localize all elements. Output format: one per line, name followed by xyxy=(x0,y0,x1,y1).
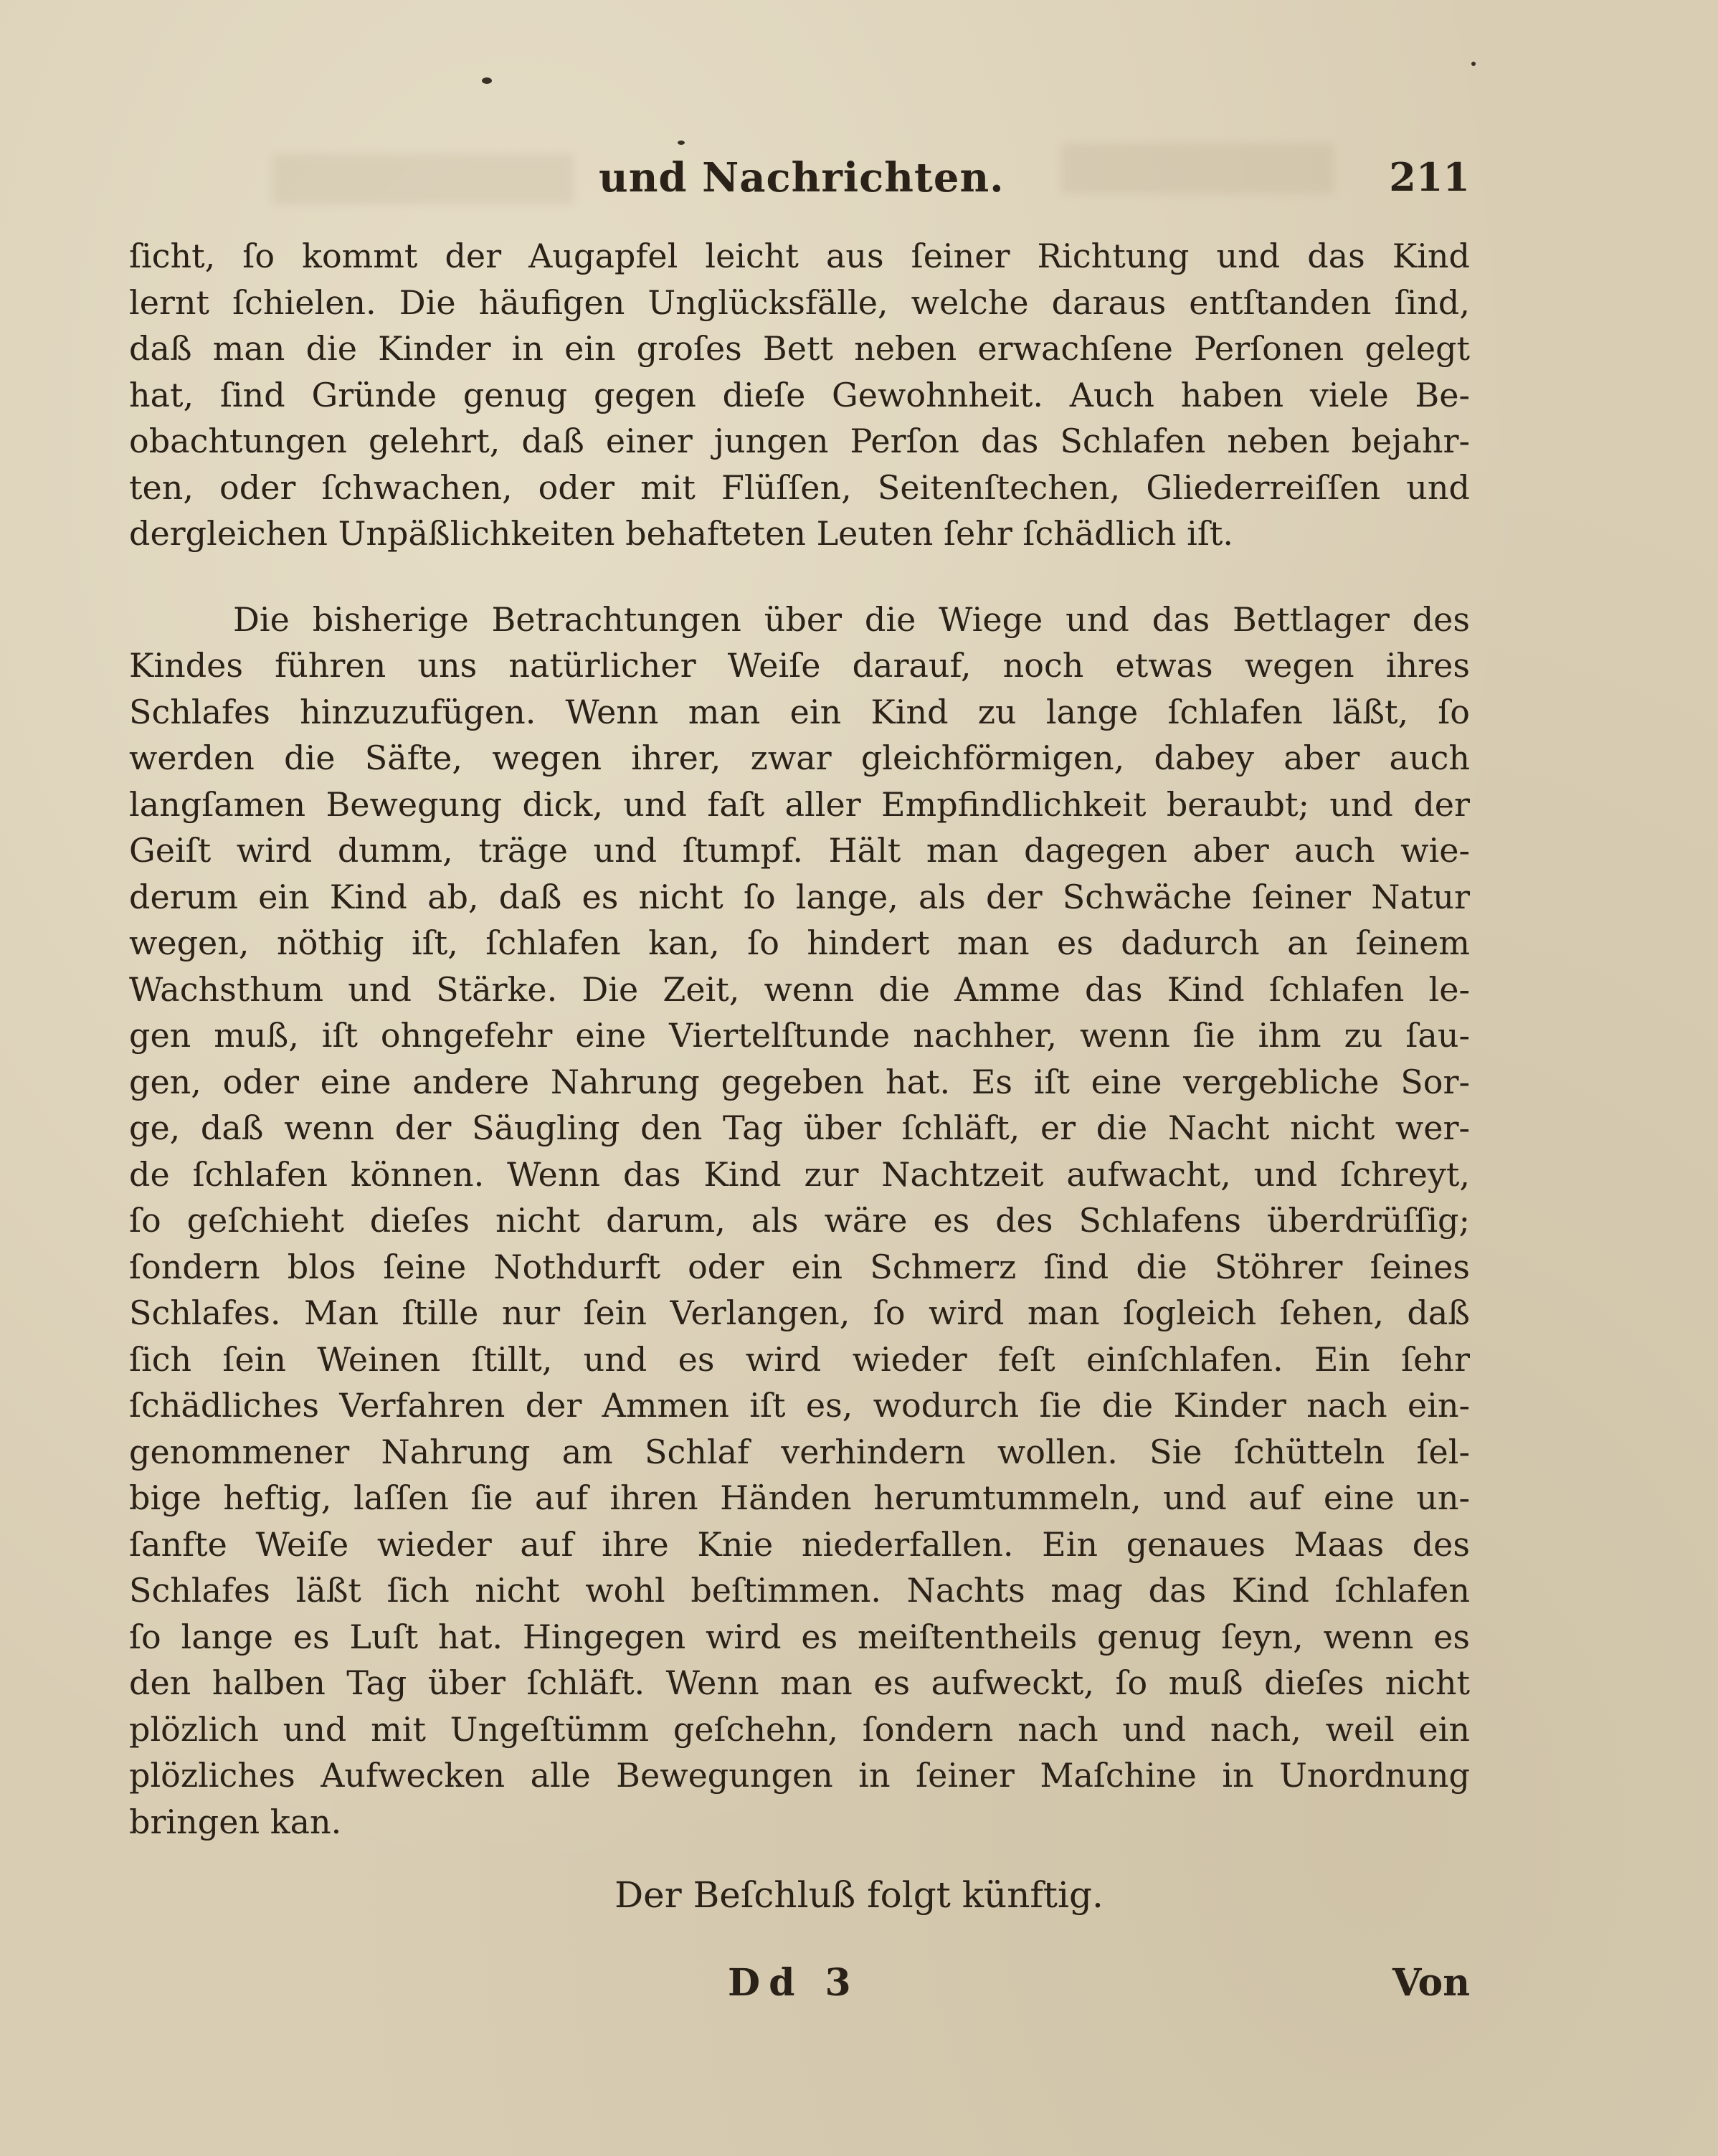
text-line: Geiſt wird dumm, träge und ſtumpf. Hält man dagegen aber auch wie- xyxy=(129,831,1470,870)
text-line: ſchädliches Verfahren der Ammen iſt es, wodurch ſie die Kinder nach ein- xyxy=(129,1386,1470,1425)
text-line: werden die Säfte, wegen ihrer, zwar gleichförmigen, dabey aber auch xyxy=(129,739,1470,777)
text-line: gen, oder eine andere Nahrung gegeben hat. Es iſt eine vergebliche Sor- xyxy=(129,1062,1470,1101)
text-line: hat, ſind Gründe genug gegen dieſe Gewohnheit. Auch haben viele Be- xyxy=(129,375,1470,414)
text-line: langſamen Bewegung dick, und faſt aller Empfindlichkeit beraubt; und der xyxy=(129,784,1470,824)
text-line: bige heftig, laſſen ſie auf ihren Händen herumtummeln, und auf eine un- xyxy=(129,1478,1470,1517)
text-line: wegen, nöthig iſt, ſchlafen kan, ſo hindert man es dadurch an ſeinem xyxy=(129,923,1470,962)
catchword: Von xyxy=(1392,1961,1470,2005)
ink-speck xyxy=(678,141,685,145)
text-line: Schlafes hinzuzufügen. Wenn man ein Kind zu lange ſchlafen läßt, ſo xyxy=(129,692,1470,731)
text-line: ge, daß wenn der Säugling den Tag über ſchläft, er die Nacht nicht wer- xyxy=(129,1108,1470,1147)
running-title: und Nachrichten. xyxy=(599,154,1005,201)
text-line: ſanfte Weiſe wieder auf ihre Knie niederfallen. Ein genaues Maas des xyxy=(129,1524,1470,1564)
text-line: Wachsthum und Stärke. Die Zeit, wenn die Amme das Kind ſchlafen le- xyxy=(129,969,1470,1009)
text-line: ſo geſchieht dieſes nicht darum, als wäre es des Schlafens überdrüſſig; xyxy=(129,1201,1470,1240)
body-text xyxy=(129,233,1470,1845)
text-line: Kindes führen uns natürlicher Weiſe darauf, noch etwas wegen ihres xyxy=(129,646,1470,685)
text-line: plözliches Aufwecken alle Bewegungen in ſeiner Maſchine in Unordnung xyxy=(129,1756,1470,1795)
paragraph-2 xyxy=(129,597,1470,1846)
ink-speck xyxy=(482,77,492,84)
page-number: 211 xyxy=(1389,154,1470,200)
text-line: bringen kan. xyxy=(129,1802,342,1841)
text-line: genommener Nahrung am Schlaf verhindern wollen. Sie ſchütteln ſel- xyxy=(129,1432,1470,1471)
text-line: obachtungen gelehrt, daß einer jungen Perſon das Schlafen neben bejahr- xyxy=(129,422,1470,460)
text-line: gen muß, iſt ohngefehr eine Viertelſtunde nachher, wenn ſie ihm zu ſau- xyxy=(129,1016,1470,1055)
text-line: daß man die Kinder in ein groſes Bett neben erwachſene Perſonen gelegt xyxy=(129,329,1470,368)
text-line: Schlafes läßt ſich nicht wohl beſtimmen. Nachts mag das Kind ſchlafen xyxy=(129,1571,1470,1610)
text-line: Die bisherige Betrachtungen über die Wiege und das Bettlager des xyxy=(233,599,1470,639)
signature-mark: Dd 3 xyxy=(728,1961,860,2005)
text-line: ſo lange es Luſt hat. Hingegen wird es meiſtentheils genug ſeyn, wenn es xyxy=(129,1617,1470,1656)
text-line: ten, oder ſchwachen, oder mit Flüſſen, Seitenſtechen, Gliederreiſſen und xyxy=(129,467,1470,507)
ink-speck xyxy=(1471,62,1476,66)
text-line: derum ein Kind ab, daß es nicht ſo lange, als der Schwäche ſeiner Natur xyxy=(129,877,1470,916)
text-line: ſich ſein Weinen ſtillt, und es wird wieder feſt einſchlafen. Ein ſehr xyxy=(129,1339,1470,1379)
page-header xyxy=(129,154,1470,212)
text-line: ſondern blos ſeine Nothdurft oder ein Schmerz ſind die Stöhrer ſeines xyxy=(129,1247,1470,1286)
continuation-note: Der Beſchluß folgt künftig. xyxy=(614,1874,1104,1916)
text-line: ſicht, ſo kommt der Augapfel leicht aus ſeiner Richtung und das Kind xyxy=(129,237,1470,275)
text-line: plözlich und mit Ungeſtümm geſchehn, ſondern nach und nach, weil ein xyxy=(129,1709,1470,1749)
text-line: den halben Tag über ſchläft. Wenn man es aufweckt, ſo muß dieſes nicht xyxy=(129,1663,1470,1702)
paragraph-1 xyxy=(129,233,1470,557)
text-line: lernt ſchielen. Die häufigen Unglücksfälle, welche daraus entſtanden ſind, xyxy=(129,282,1470,322)
text-line: dergleichen Unpäßlichkeiten behafteten Leuten ſehr ſchädlich iſt. xyxy=(129,514,1233,553)
text-line: de ſchlafen können. Wenn das Kind zur Nachtzeit aufwacht, und ſchreyt, xyxy=(129,1154,1470,1194)
text-line: Schlafes. Man ſtille nur ſein Verlangen, ſo wird man ſogleich ſehen, daß xyxy=(129,1293,1470,1332)
page-footer xyxy=(129,1961,1470,2018)
